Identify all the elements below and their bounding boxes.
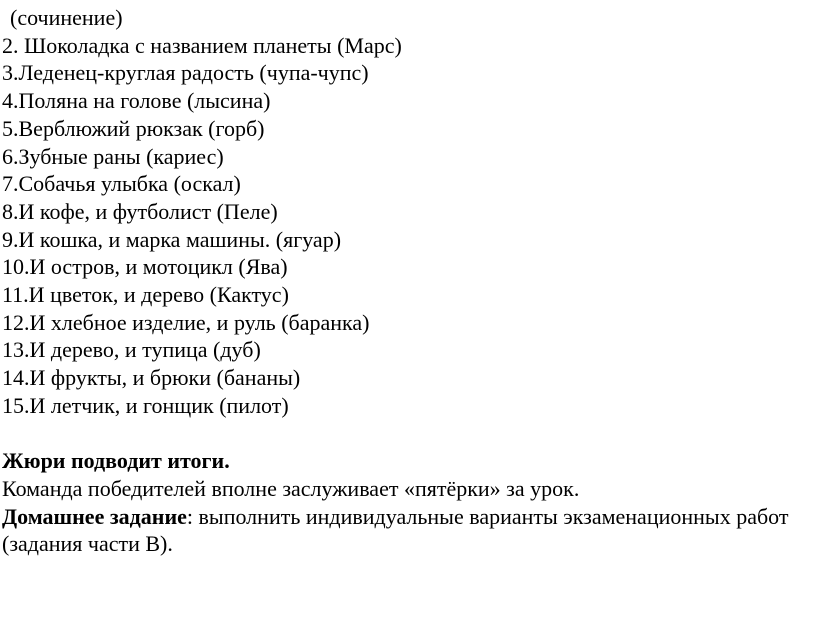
list-line: 14.И фрукты, и брюки (бананы) (2, 365, 301, 391)
list-line: (сочинение) (10, 5, 123, 30)
paragraph-spacer (0, 420, 816, 448)
homework-label: Домашнее задание (2, 503, 187, 529)
list-line: 12.И хлебное изделие, и руль (баранка) (2, 309, 370, 335)
list-line: 10.И остров, и мотоцикл (Ява) (2, 254, 288, 280)
team-statement: Команда победителей вполне заслуживает «пятёрки» за урок. (2, 475, 580, 501)
list-line: 11.И цветок, и дерево (Кактус) (2, 282, 289, 308)
list-line: 13.И дерево, и тупица (дуб) (2, 337, 261, 363)
list-line: 3.Леденец-круглая радость (чупа-чупс) (2, 60, 369, 86)
homework-paragraph (0, 503, 810, 558)
document-page (0, 4, 816, 558)
list-line: 7.Собачья улыбка (оскал) (2, 171, 241, 197)
list-line: 8.И кофе, и футболист (Пеле) (2, 198, 278, 224)
list-line: 6.Зубные раны (кариес) (2, 143, 224, 169)
riddle-list (0, 4, 816, 420)
homework-text: : выполнить индивидуальные варианты экзаменационных работ (задания части В). (2, 503, 789, 557)
list-line: 4.Поляна на голове (лысина) (2, 88, 271, 114)
summary-heading: Жюри подводит итоги. (2, 448, 230, 474)
list-line: 2. Шоколадка с названием планеты (Марс) (2, 32, 402, 58)
list-line: 9.И кошка, и марка машины. (ягуар) (2, 226, 342, 252)
list-line: 15.И летчик, и гонщик (пилот) (2, 392, 289, 418)
list-line: 5.Верблюжий рюкзак (горб) (2, 115, 265, 141)
